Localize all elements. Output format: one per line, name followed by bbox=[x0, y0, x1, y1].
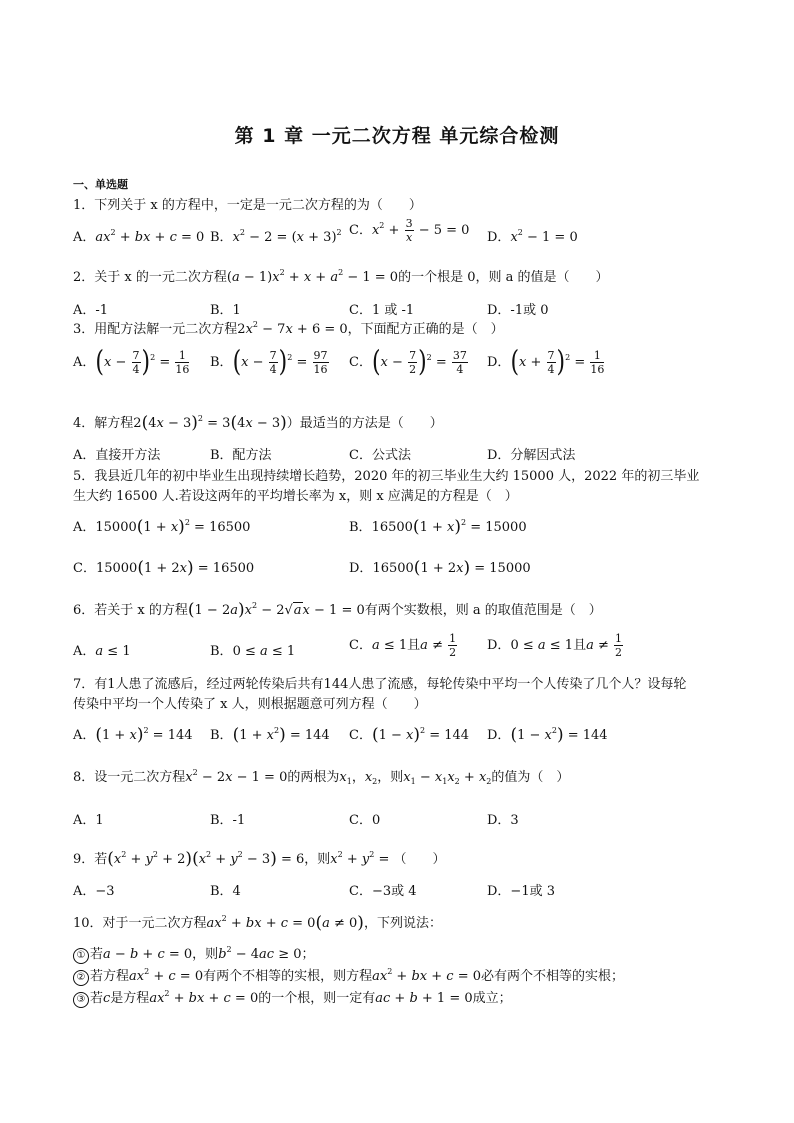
question-2-stem: 2．关于 x 的一元二次方程$(a - 1)x^2 + x + a^2 - 1 = 0$的一个根是 0，则 a 的值是（ ） bbox=[73, 268, 609, 285]
question-1-stem: 1．下列关于 x 的方程中，一定是一元二次方程的为（ ） bbox=[73, 198, 422, 213]
q2-option-d: D．-1或 0 bbox=[487, 303, 549, 318]
q3-option-c: C．(x − $\frac{7}{2}$ )$^2$ = $\frac{37}{4}$ bbox=[349, 346, 467, 379]
q5-option-c: C．15000(1 + 2x) = 16500 bbox=[73, 558, 255, 578]
question-3-stem: 3．用配方法解一元二次方程$2x^2 - 7x + 6 = 0$，下面配方正确的是（ ） bbox=[73, 320, 504, 337]
q7-option-c: C．$(1 - x)^2 = 144$ bbox=[349, 725, 470, 745]
question-7-line-1: 7．有1人患了流感后，经过两轮传染后共有144人患了流感，每轮传染中平均一个人传染了几个人？设每轮 bbox=[73, 677, 687, 692]
question-7-line-2: 传染中平均一个人传染了 x 人，则根据题意可列方程（ ） bbox=[73, 697, 427, 712]
question-10-stem: 10．对于一元二次方程$ax^2$ + bx + c = 0(a ≠ 0)，下列说法： bbox=[73, 913, 442, 933]
q9-option-b: B．4 bbox=[210, 884, 241, 899]
question-4-stem: 4．解方程$2(4x - 3)^2 = 3(4x - 3)$）最适当的方法是（ ） bbox=[73, 413, 443, 433]
q9-option-c: C．−3或 4 bbox=[349, 884, 417, 899]
q4-option-a: A．直接开方法 bbox=[73, 448, 161, 463]
q2-option-b: B．1 bbox=[210, 303, 241, 318]
q2-option-a: A．-1 bbox=[73, 303, 109, 318]
q8-option-c: C．0 bbox=[349, 813, 381, 828]
question-5-line-2: 生大约 16500 人.若设这两年的平均增长率为 x，则 x 应满足的方程是（ ） bbox=[73, 489, 518, 504]
q5-option-a: A．$15000(1 + x)^2 = 16500$ bbox=[73, 517, 251, 537]
section-heading: 一、单选题 bbox=[73, 178, 128, 191]
question-5-line-1: 5．我县近几年的初中毕业生出现持续增长趋势，2020 年的初三毕业生大约 15000 人，2022 年的初三毕业 bbox=[73, 469, 700, 484]
q6-option-d: D．0 ≤ a ≤ 1且a ≠ $\frac{1}{2}$ bbox=[487, 632, 623, 659]
question-9-stem: 9．若$(x^2 + y^2 + 2)(x^2 + y^2 - 3) = 6$，则$x^2 + y^2$ = （ ） bbox=[73, 849, 446, 869]
q9-option-d: D．−1或 3 bbox=[487, 884, 555, 899]
statement-marker-1: ① bbox=[73, 948, 89, 964]
question-8-stem: 8．设一元二次方程$x^2 - 2x - 1 = 0$的两根为$x_1$，$x_2$，则$x_1 - x_1x_2 + x_2$的值为（ ） bbox=[73, 768, 570, 786]
statement-marker-2: ② bbox=[73, 970, 89, 986]
statement-3: ③ 若c是方程$ax^2$ + bx + c = 0的一个根，则一定有ac + b + 1 = 0成立； bbox=[73, 987, 512, 1008]
q4-option-d: D．分解因式法 bbox=[487, 448, 576, 463]
q4-option-c: C．公式法 bbox=[349, 448, 411, 463]
q1-option-c: C．$x^2$ + $\frac{3}{x}$ − 5 = 0 bbox=[349, 217, 470, 244]
q8-option-d: D．3 bbox=[487, 813, 519, 828]
q1-option-a: A．$ax^2$ + bx + c = 0 bbox=[73, 228, 205, 245]
q6-option-a: A．a ≤ 1 bbox=[73, 644, 131, 659]
q7-option-d: D．$(1 - x^2) = 144$ bbox=[487, 725, 608, 745]
q3-option-b: B．(x − $\frac{7}{4}$ )$^2$ = $\frac{97}{16}$ bbox=[210, 346, 328, 379]
statement-2: ② 若方程$ax^2 + c = 0$有两个不相等的实根，则方程$ax^2$ + bx + c = 0必有两个不相等的实根； bbox=[73, 965, 624, 986]
q5-option-d: D．16500(1 + 2x) = 15000 bbox=[349, 558, 531, 578]
q6-option-c: C．a ≤ 1且a ≠ $\frac{1}{2}$ bbox=[349, 632, 457, 659]
q1-option-b: B．$x^2 - 2 = (x + 3)^2$ bbox=[210, 228, 342, 245]
q7-option-b: B．$(1 + x^2) = 144$ bbox=[210, 725, 330, 745]
q3-option-d: D．(x + $\frac{7}{4}$ )$^2$ = $\frac{1}{16}$ bbox=[487, 346, 605, 379]
q1-option-d: D．$x^2 - 1 = 0$ bbox=[487, 228, 578, 245]
q7-option-a: A．$(1 + x)^2 = 144$ bbox=[73, 725, 193, 745]
q6-option-b: B．0 ≤ a ≤ 1 bbox=[210, 644, 296, 659]
q5-option-b: B．$16500(1 + x)^2 = 15000$ bbox=[349, 517, 527, 537]
page-title: 第 1 章 一元二次方程 单元综合检测 bbox=[234, 125, 560, 147]
q3-option-a: A．(x − $\frac{7}{4}$ )$^2$ = $\frac{1}{16}$ bbox=[73, 346, 190, 379]
question-6-stem: 6．若关于 x 的方程$(1 - 2a)x^2 - 2√ax - 1 = 0$有两个实数根，则 a 的取值范围是（ ） bbox=[73, 600, 602, 620]
q4-option-b: B．配方法 bbox=[210, 448, 272, 463]
q8-option-b: B．-1 bbox=[210, 813, 246, 828]
q9-option-a: A．−3 bbox=[73, 884, 115, 899]
statement-marker-3: ③ bbox=[73, 992, 89, 1008]
statement-1: ① 若a − b + c = 0，则$b^2 - 4ac \ge 0$； bbox=[73, 943, 315, 964]
q8-option-a: A．1 bbox=[73, 813, 104, 828]
q2-option-c: C．1 或 -1 bbox=[349, 303, 415, 318]
